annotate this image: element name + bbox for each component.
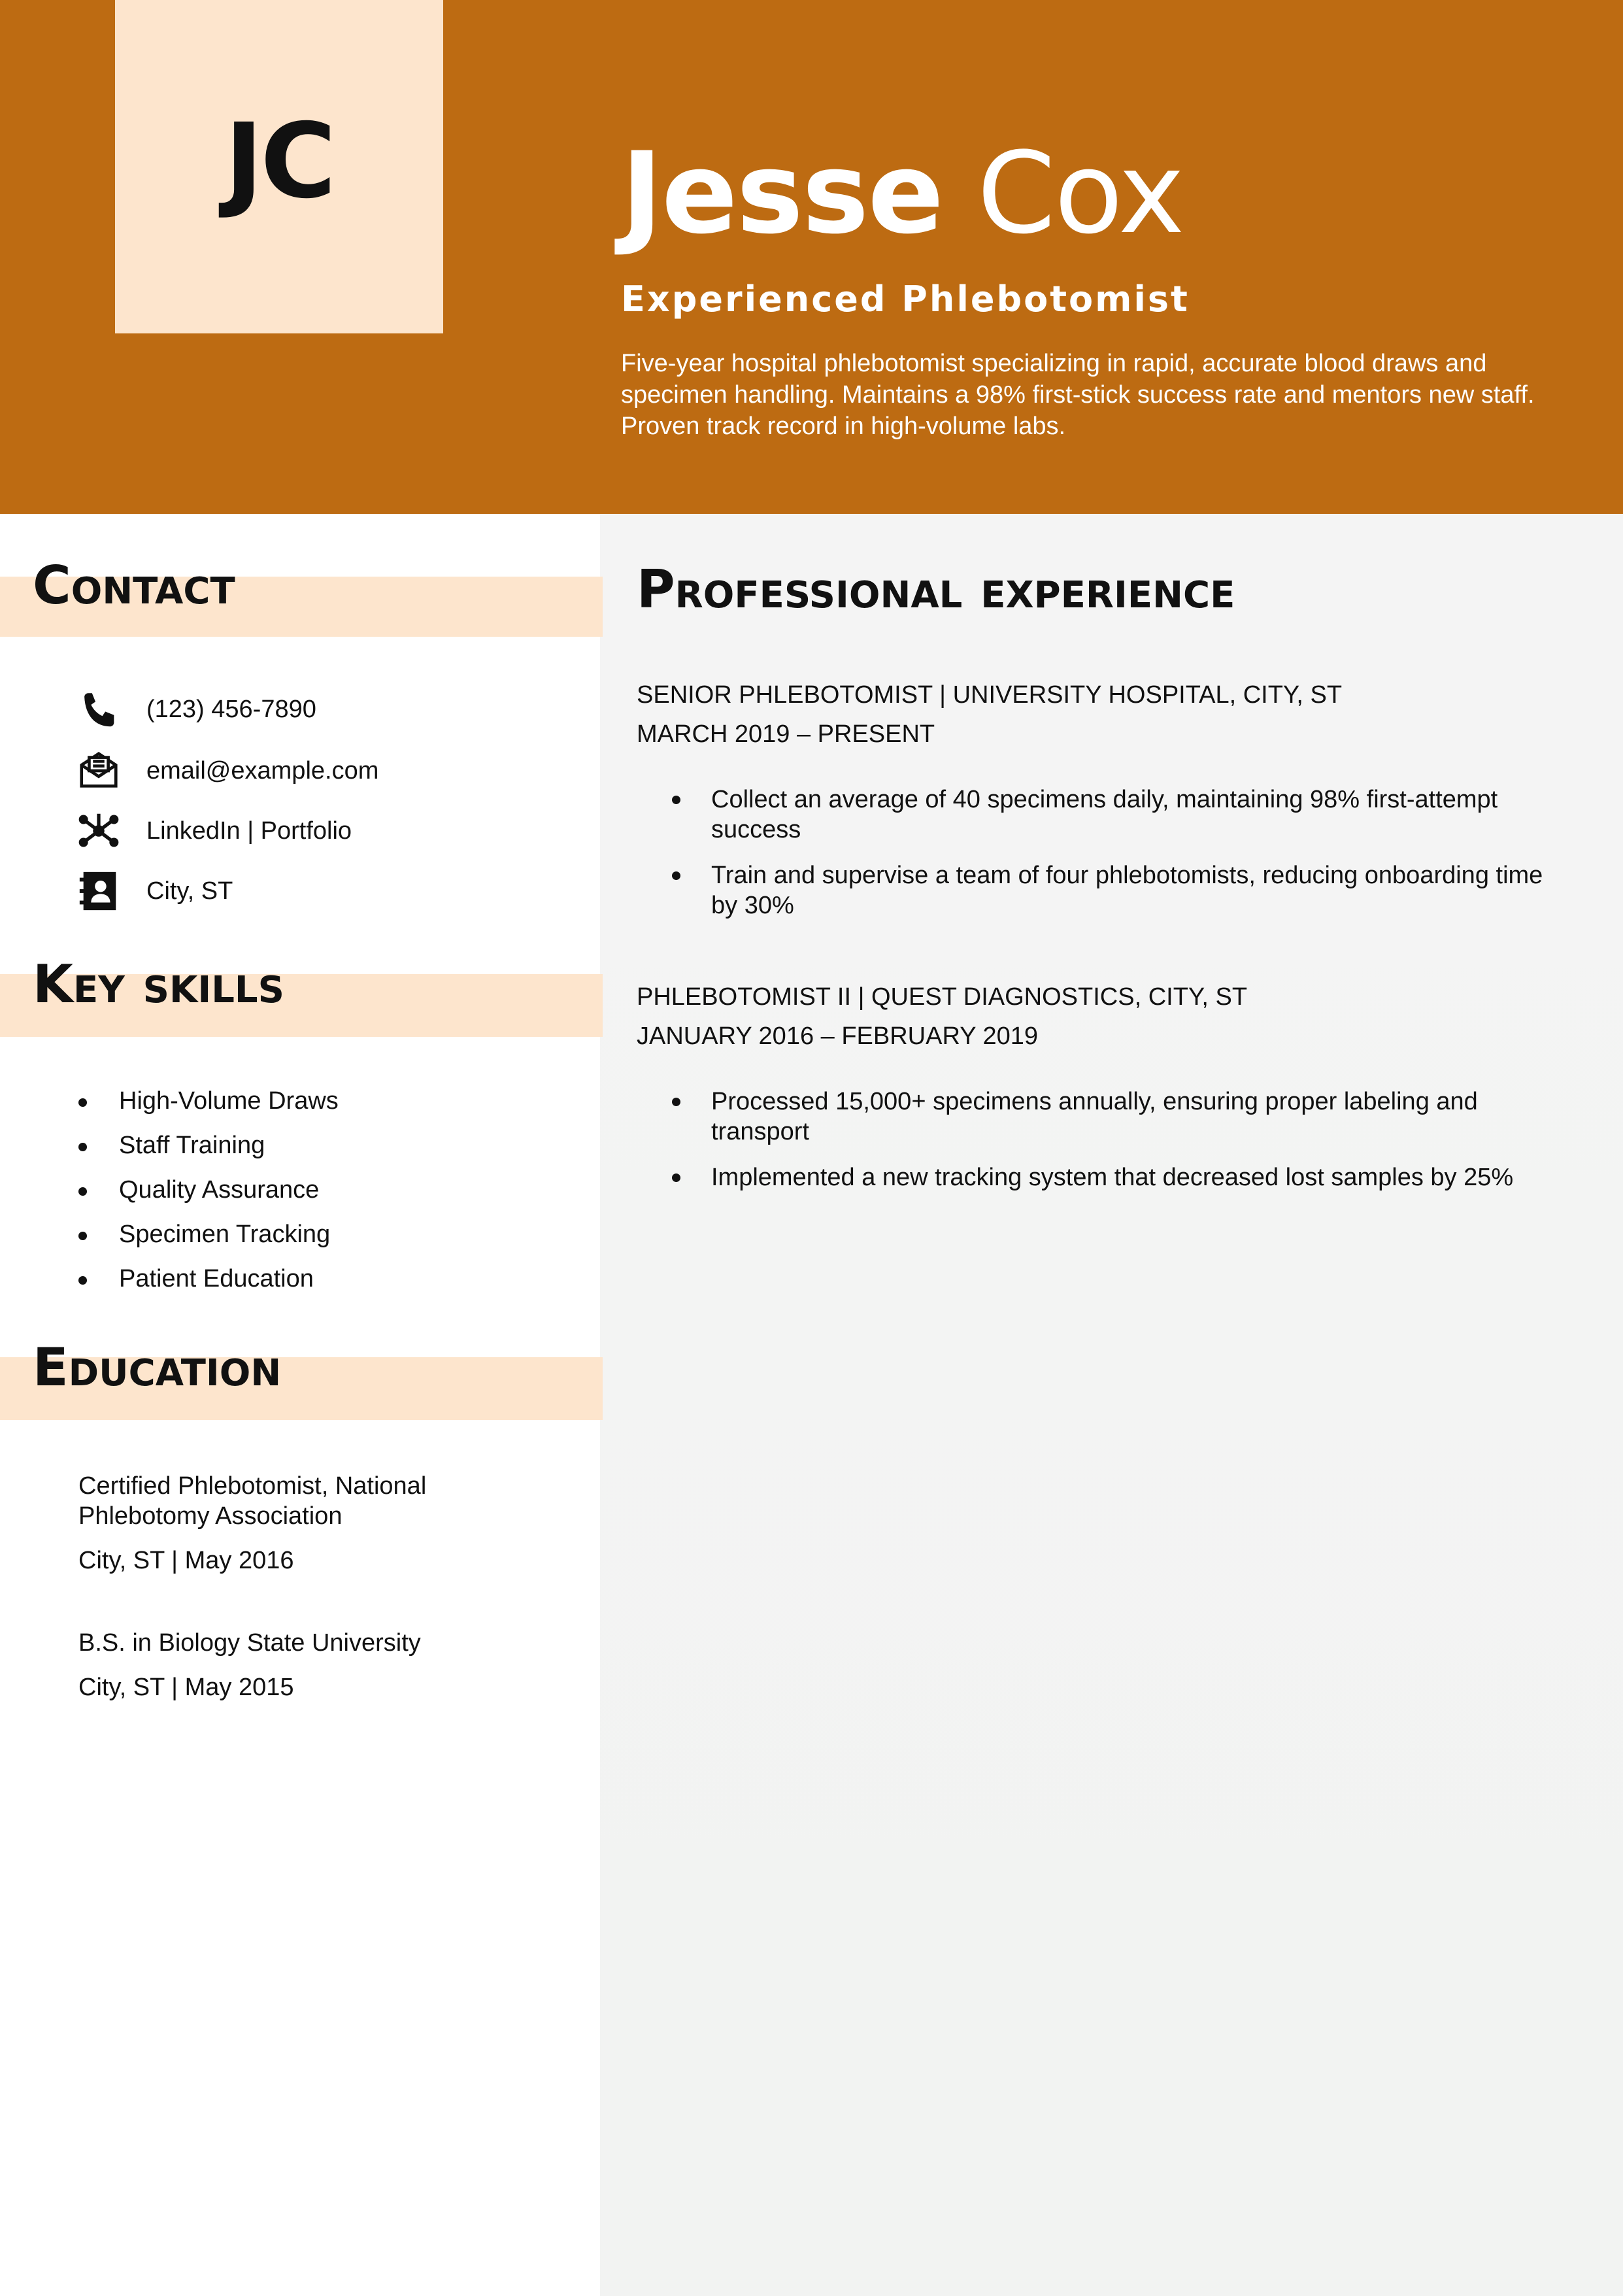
education-details: City, ST | May 2016 — [78, 1547, 294, 1574]
experience-title: Professional experience — [637, 559, 1235, 620]
last-name: Cox — [977, 127, 1184, 259]
list-item: High-Volume Draws — [76, 1081, 339, 1126]
skills-title: Key skills — [33, 954, 284, 1015]
contact-email-text[interactable]: email@example.com — [146, 756, 379, 785]
first-name: Jesse — [621, 127, 943, 259]
email-icon — [76, 748, 122, 794]
summary: Five-year hospital phlebotomist specializing in rapid, accurate blood draws and specimen handling. Maintains a 98% first-stick success rate and mentors new staff. Proven track record in high-volume labs. — [621, 350, 1535, 440]
list-item: Train and supervise a team of four phlebotomists, reducing onboarding time by 30% — [668, 860, 1570, 920]
monogram: JC — [224, 101, 334, 222]
list-item: Processed 15,000+ specimens annually, ensuring proper labeling and transport — [668, 1087, 1570, 1147]
job-title: Experienced Phlebotomist — [621, 279, 1190, 320]
education-details: City, ST | May 2015 — [78, 1674, 294, 1701]
job-bullets — [668, 785, 1570, 936]
contact-email[interactable] — [76, 748, 378, 794]
candidate-name — [621, 127, 1184, 259]
skills-list — [76, 1081, 339, 1304]
list-item: Staff Training — [76, 1126, 339, 1170]
list-item: Quality Assurance — [76, 1170, 339, 1215]
contact-location-text: City, ST — [146, 877, 233, 905]
job-bullets — [668, 1087, 1570, 1208]
phone-icon — [76, 686, 122, 732]
list-item: Specimen Tracking — [76, 1215, 339, 1259]
contact-phone — [76, 686, 316, 732]
contact-card-icon — [76, 868, 122, 914]
education-title: Education — [33, 1337, 282, 1398]
network-icon — [76, 808, 122, 854]
list-item: Collect an average of 40 specimens daily, maintaining 98% first-attempt success — [668, 785, 1570, 845]
contact-links-text[interactable]: LinkedIn | Portfolio — [146, 817, 352, 845]
job-dates: JANUARY 2016 – FEBRUARY 2019 — [637, 1022, 1038, 1050]
contact-title: Contact — [33, 555, 235, 616]
job-role: SENIOR PHLEBOTOMIST | UNIVERSITY HOSPITAL, CITY, ST — [637, 681, 1343, 709]
list-item: Patient Education — [76, 1259, 339, 1304]
education-degree: B.S. in Biology State University — [78, 1629, 421, 1657]
education-degree: Certified Phlebotomist, National Phlebotomy Association — [78, 1472, 427, 1530]
list-item: Implemented a new tracking system that decreased lost samples by 25% — [668, 1162, 1570, 1192]
job-dates: MARCH 2019 – PRESENT — [637, 720, 935, 748]
right-column — [600, 514, 1623, 2296]
contact-phone-text: (123) 456-7890 — [146, 695, 316, 723]
contact-location — [76, 868, 233, 914]
contact-links[interactable] — [76, 808, 352, 854]
job-role: PHLEBOTOMIST II | QUEST DIAGNOSTICS, CITY, ST — [637, 983, 1248, 1011]
